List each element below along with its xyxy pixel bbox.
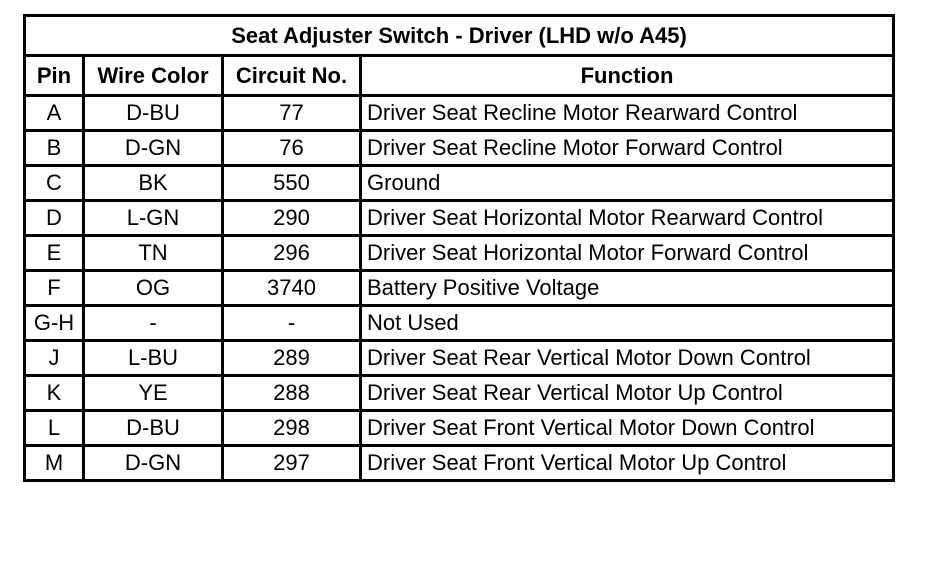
pin-cell: K (25, 376, 84, 411)
wire-color-cell: YE (84, 376, 223, 411)
circuit-cell: 3740 (223, 271, 361, 306)
circuit-cell: 288 (223, 376, 361, 411)
pin-cell: J (25, 341, 84, 376)
table-title: Seat Adjuster Switch - Driver (LHD w/o A45) (25, 16, 894, 56)
table-row (25, 201, 894, 236)
function-cell: Driver Seat Horizontal Motor Rearward Control (361, 201, 894, 236)
wire-color-cell: OG (84, 271, 223, 306)
circuit-cell: 550 (223, 166, 361, 201)
function-cell: Battery Positive Voltage (361, 271, 894, 306)
function-cell: Driver Seat Front Vertical Motor Up Control (361, 446, 894, 481)
table-row (25, 446, 894, 481)
circuit-cell: 296 (223, 236, 361, 271)
table-row (25, 306, 894, 341)
pin-cell: A (25, 96, 84, 131)
pin-cell: D (25, 201, 84, 236)
pin-cell: C (25, 166, 84, 201)
wire-color-cell: L-GN (84, 201, 223, 236)
column-header-wire-color: Wire Color (84, 56, 223, 96)
column-header-pin: Pin (25, 56, 84, 96)
table-row (25, 166, 894, 201)
column-header-function: Function (361, 56, 894, 96)
pin-cell: G-H (25, 306, 84, 341)
wire-color-cell: L-BU (84, 341, 223, 376)
circuit-cell: 289 (223, 341, 361, 376)
wire-color-cell: D-BU (84, 411, 223, 446)
table-title-row (25, 16, 894, 56)
table-row (25, 341, 894, 376)
function-cell: Driver Seat Horizontal Motor Forward Control (361, 236, 894, 271)
pin-cell: F (25, 271, 84, 306)
circuit-cell: 77 (223, 96, 361, 131)
function-cell: Not Used (361, 306, 894, 341)
table-row (25, 271, 894, 306)
pin-cell: B (25, 131, 84, 166)
circuit-cell: 297 (223, 446, 361, 481)
function-cell: Driver Seat Rear Vertical Motor Up Control (361, 376, 894, 411)
wire-color-cell: D-GN (84, 131, 223, 166)
connector-table-container (23, 14, 892, 482)
circuit-cell: - (223, 306, 361, 341)
function-cell: Driver Seat Recline Motor Rearward Control (361, 96, 894, 131)
pin-cell: E (25, 236, 84, 271)
table-row (25, 131, 894, 166)
wire-color-cell: BK (84, 166, 223, 201)
table-row (25, 376, 894, 411)
pin-cell: M (25, 446, 84, 481)
column-header-circuit: Circuit No. (223, 56, 361, 96)
table-row (25, 236, 894, 271)
connector-pinout-table (23, 14, 895, 482)
wire-color-cell: D-BU (84, 96, 223, 131)
table-header-row (25, 56, 894, 96)
pin-cell: L (25, 411, 84, 446)
wire-color-cell: D-GN (84, 446, 223, 481)
circuit-cell: 290 (223, 201, 361, 236)
circuit-cell: 298 (223, 411, 361, 446)
circuit-cell: 76 (223, 131, 361, 166)
wire-color-cell: - (84, 306, 223, 341)
wire-color-cell: TN (84, 236, 223, 271)
function-cell: Driver Seat Recline Motor Forward Control (361, 131, 894, 166)
function-cell: Driver Seat Rear Vertical Motor Down Control (361, 341, 894, 376)
table-row (25, 411, 894, 446)
function-cell: Driver Seat Front Vertical Motor Down Control (361, 411, 894, 446)
function-cell: Ground (361, 166, 894, 201)
table-row (25, 96, 894, 131)
